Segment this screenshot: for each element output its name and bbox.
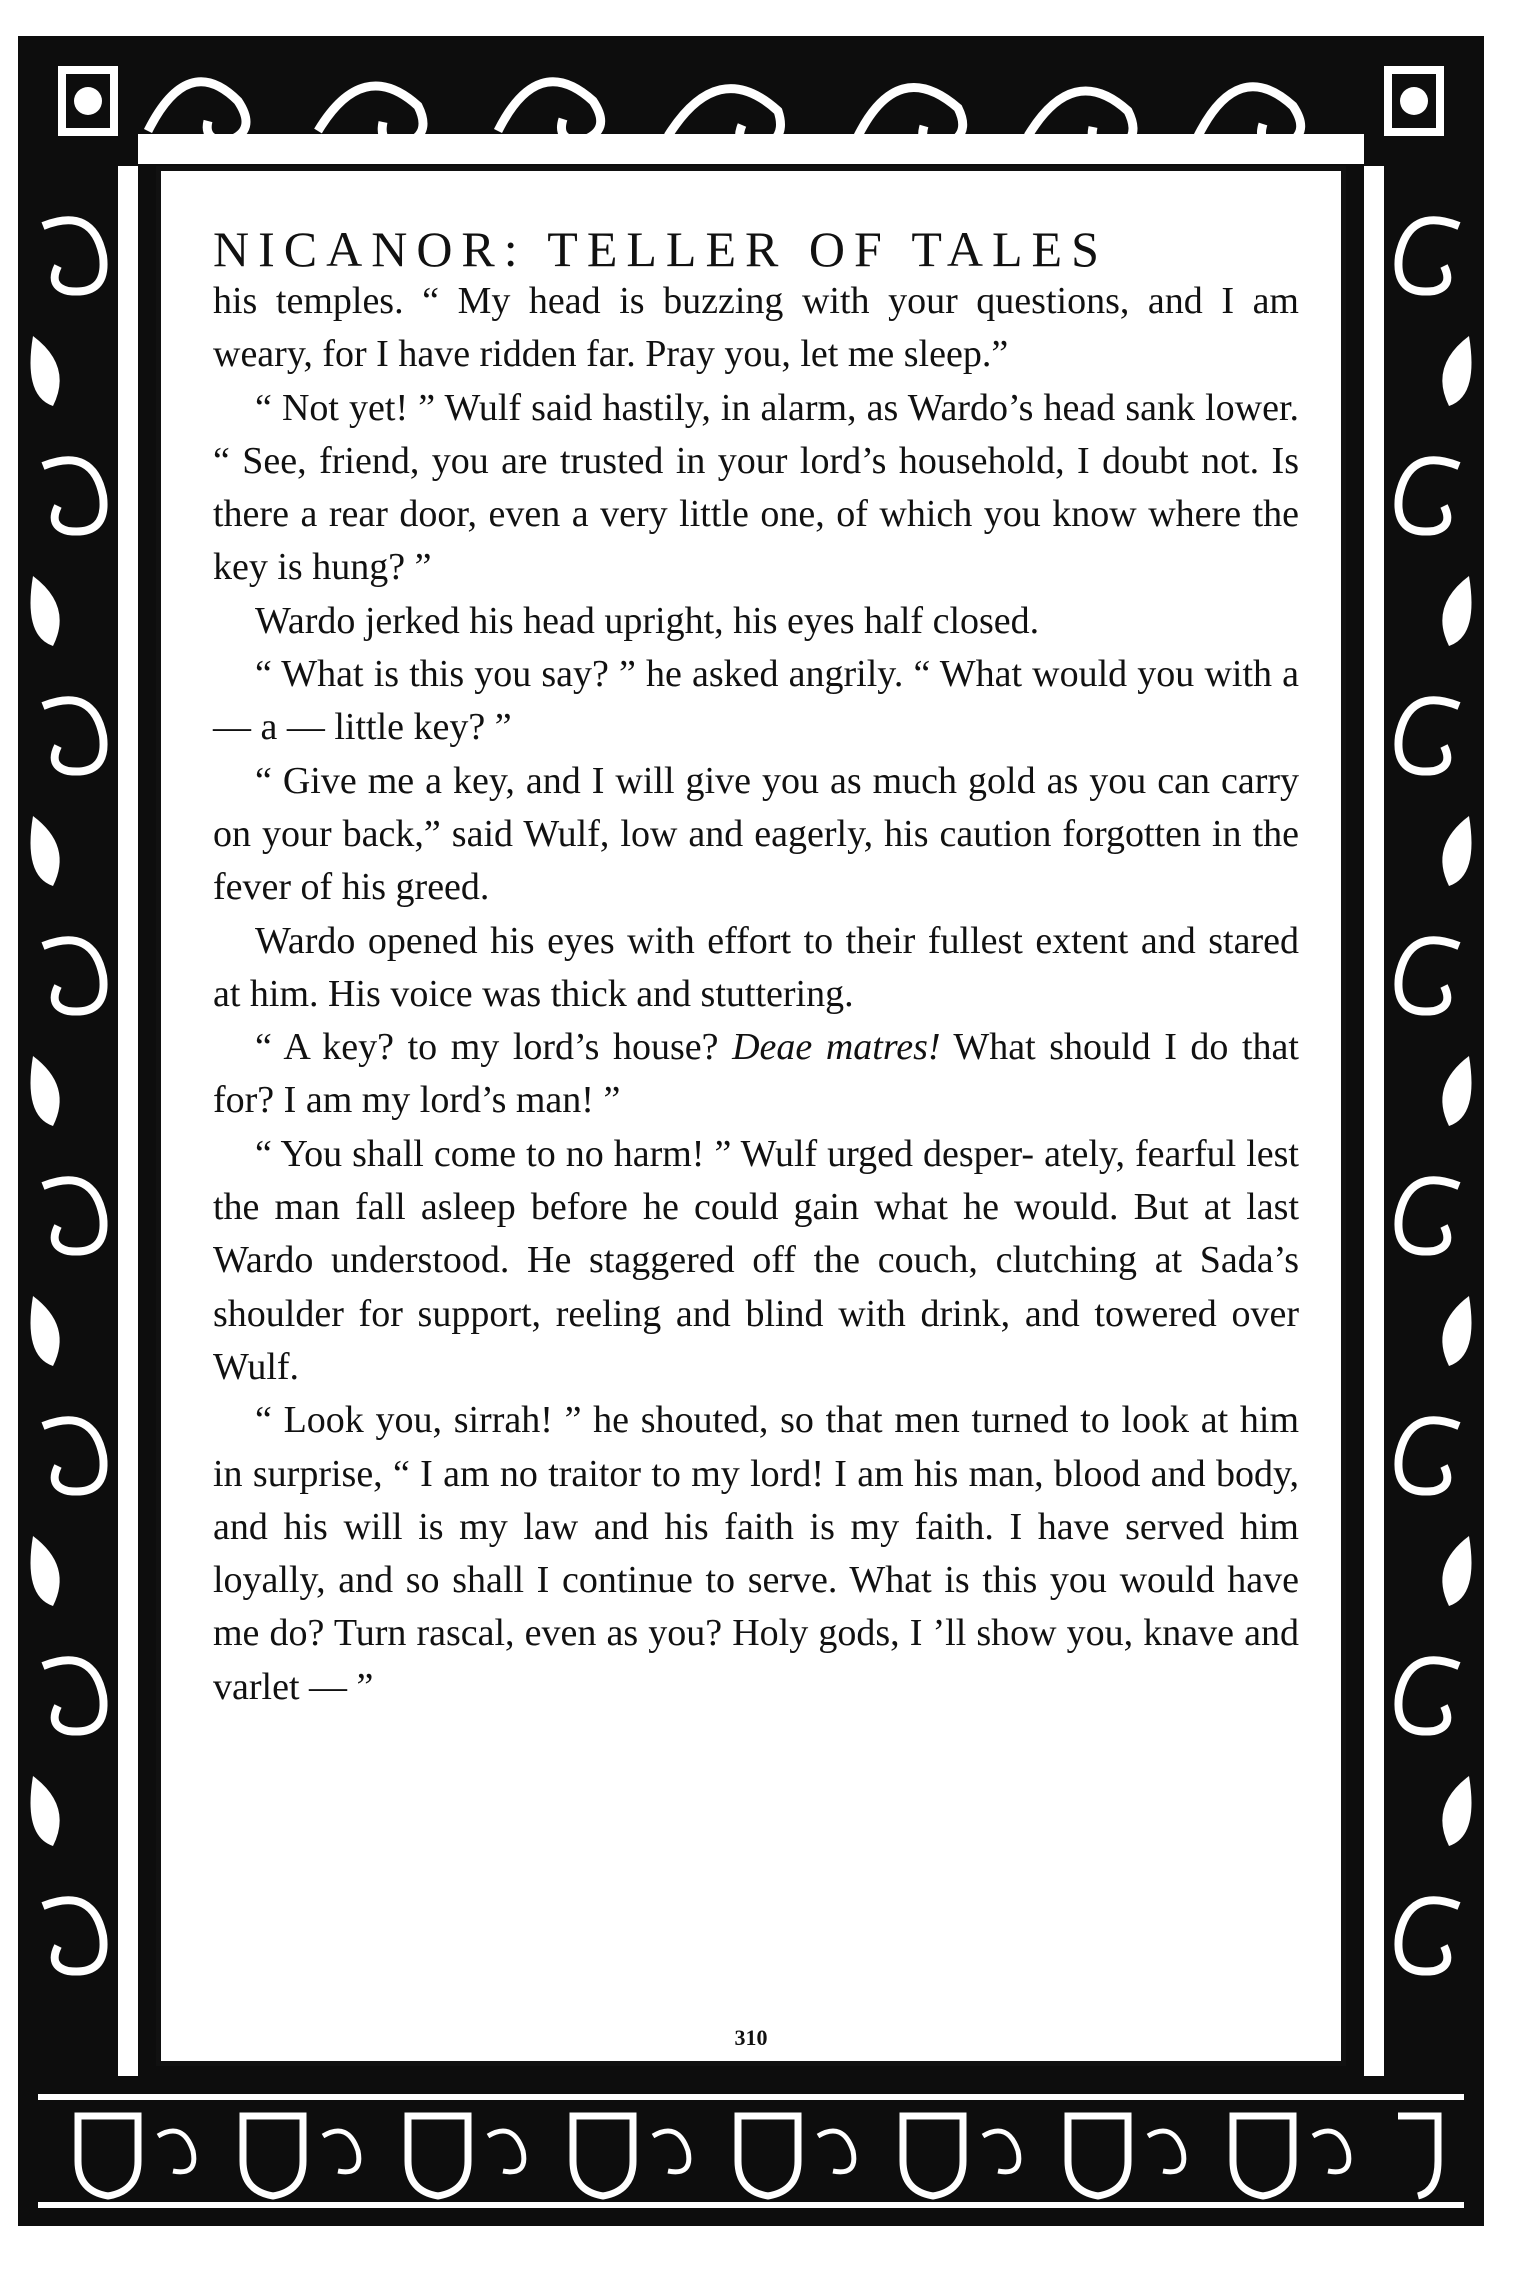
paragraph: “ Not yet! ” Wulf said hastily, in alarm, as Wardo’s head sank lower. “ See, friend, you are trusted in your lord’s household, I doubt not. Is there a rear door, even a very little one, of which you know where the key is hung? ” <box>213 386 1299 589</box>
ornamental-border <box>18 36 1484 2226</box>
paragraph: Wardo jerked his head upright, his eyes half closed. <box>255 599 1040 642</box>
left-scroll-ornament <box>18 166 138 2096</box>
paragraph: his temples. “ My head is buzzing with your questions, and I am weary, for I have ridden far. Pray you, let me sleep.” <box>213 280 1299 376</box>
latin-exclamation: Deae matres! <box>732 1026 941 1069</box>
paragraph: Wardo opened his eyes with effort to their fullest extent and stared at him. His voice was thick and stuttering. <box>213 919 1299 1015</box>
bottom-shield-ornament <box>18 2076 1484 2226</box>
right-scroll-ornament <box>1364 166 1484 2096</box>
body-text <box>213 275 1299 1714</box>
running-title: NICANOR: TELLER OF TALES <box>213 221 1108 277</box>
page-number: 310 <box>734 2025 768 2050</box>
paragraph-key-before: “ A key? to my lord’s house? <box>255 1026 733 1069</box>
text-panel <box>156 166 1346 2066</box>
paragraph-key <box>213 1021 1299 1128</box>
paragraph-key-after: What should I do that for? I am my lord’s man! ” <box>213 1026 1299 1122</box>
paragraph: “ Give me a key, and I will give you as much gold as you can carry on your back,” said Wulf, low and eagerly, his caution forgotten in the fever of his greed. <box>213 759 1299 909</box>
paragraph: “ What is this you say? ” he asked angrily. “ What would you with a — a — little key? ” <box>213 653 1299 749</box>
top-scroll-ornament <box>18 36 1484 166</box>
paragraph: “ Look you, sirrah! ” he shouted, so that men turned to look at him in surprise, “ I am no traitor to my lord! I am his man, blood and body, and his will is my law and his faith is my faith. I have served him loyally, and so shall I continue to serve. What is this you would have me do? Turn rascal, even as you? Holy gods, I ’ll show you, knave and varlet — ” <box>213 1399 1299 1708</box>
paragraph: “ You shall come to no harm! ” Wulf urged desper- ately, fearful lest the man fall asleep before he could gain what he would. But at last Wardo understood. He staggered off the couch, clutching at Sada’s shoulder for support, reeling and blind with drink, and towered over Wulf. <box>213 1132 1299 1388</box>
